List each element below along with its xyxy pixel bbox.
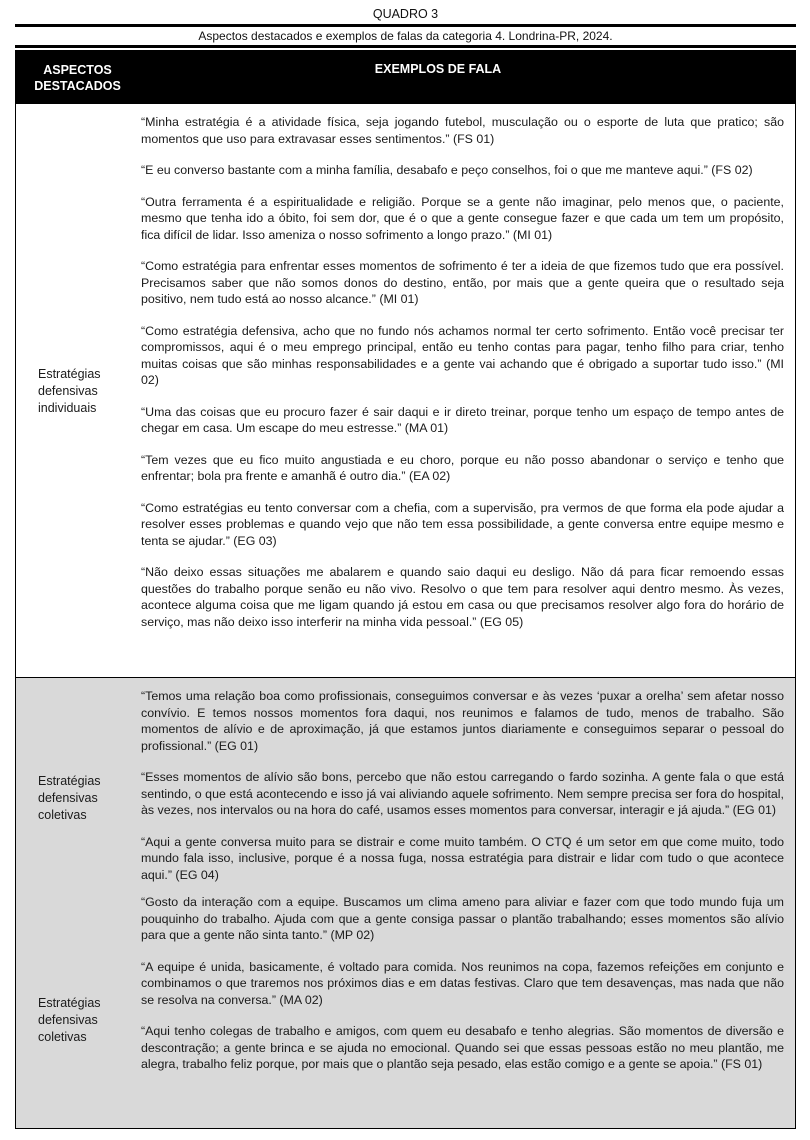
quote: “Esses momentos de alívio são bons, percebo que não estou carregando o fardo sozinha. A gente fala o que está sentindo, o que está acontecendo e isso já vai aliviando aquele sofrimento. Nem sempre precisa ser fora do hospital, às vezes, nos intervalos ou na hora do café, usamos esses momentos para conversar, interagir e já ajuda.” (EG 01) xyxy=(141,770,784,817)
quote: “Uma das coisas que eu procuro fazer é sair daqui e ir direto treinar, porque tenho um espaço de tempo antes de chegar em casa. Um escape do meu estresse.” (MA 01) xyxy=(141,404,784,435)
section-collective xyxy=(15,678,796,1129)
aspect-label: Estratégias defensivas individuais xyxy=(38,367,101,415)
aspect-label: Estratégias defensivas coletivas xyxy=(38,774,101,822)
quote: “Aqui a gente conversa muito para se distrair e come muito também. O CTQ é um setor em que come muito, todo mundo fala isso, inclusive, porque é a nossa fuga, nossa estratégia para distrair e lidar com tudo o que acontece aqui.” (EG 04) xyxy=(141,834,784,882)
table-label: QUADRO 3 xyxy=(372,7,439,21)
table-header xyxy=(15,50,796,104)
aspect-cell xyxy=(16,678,141,1128)
quotes-cell xyxy=(141,104,795,677)
aspect-cell xyxy=(16,104,141,677)
quote: “Não deixo essas situações me abalarem e quando saio daqui eu desligo. Não dá para ficar remoendo essas questões do trabalho porque senão eu não vivo. Resolvo o que tem para resolver aqui dentro mesmo. Às vezes, acontece alguma coisa que me ligam quando já estou em casa ou que precisamos resolver algo fora do horário de serviço, mas não deixo isso interferir na minha vida pessoal.” (EG 05) xyxy=(141,565,784,629)
quote: “Aqui tenho colegas de trabalho e amigos, com quem eu desabafo e tenho alegrias. São momentos de diversão e descontração; a gente brinca e se ajuda no emocional. Quando sei que essas pessoas estão no meu plantão, me alegra, trabalho feliz porque, por mais que o plantão seja pesado, elas estão comigo e a gente se apoia.” (FS 01) xyxy=(141,1024,784,1071)
section-individual xyxy=(15,104,796,678)
aspect-label: Estratégias defensivas coletivas xyxy=(38,996,101,1044)
quote: “Minha estratégia é a atividade física, seja jogando futebol, musculação ou o esporte de luta que pratico; são momentos que uso para extravasar esses sentimentos.” (FS 01) xyxy=(141,115,784,146)
quote: “Como estratégia para enfrentar esses momentos de sofrimento é ter a ideia de que fizemos tudo que era possível. Precisamos saber que não somos donos do destino, então, por mais que a gente queira que o resultado seja positivo, nem tudo está ao nosso alcance.” (MI 01) xyxy=(141,259,784,306)
quote: “E eu converso bastante com a minha família, desabafo e peço conselhos, foi o que me manteve aqui.” (FS 02) xyxy=(141,163,753,177)
quote: “Tem vezes que eu fico muito angustiada e eu choro, porque eu não posso abandonar o serviço e tenho que enfrentar; bola pra frente e amanhã é outro dia.” (EA 02) xyxy=(141,452,784,483)
header-aspects: ASPECTOS DESTACADOS xyxy=(34,63,121,93)
header-examples: EXEMPLOS DE FALA xyxy=(374,62,502,76)
table-caption: Aspectos destacados e exemplos de falas da categoria 4. Londrina-PR, 2024. xyxy=(198,29,613,43)
quote: “Como estratégia defensiva, acho que no fundo nós achamos normal ter certo sofrimento. Então você precisar ter compromissos, aqui é o meu emprego principal, então eu tenho contas para pagar, tenho filho para criar, tenho muitas coisas que são minhas responsabilidades e a gente vai achando que é obrigado a suportar tudo isso.” (MI 02) xyxy=(141,323,784,387)
quote: “Gosto da interação com a equipe. Buscamos um clima ameno para aliviar e fazer com que todo mundo fuja um pouquinho do trabalho. Ajuda com que a gente consiga passar o plantão trabalhando; esses momentos são alívio para que a gente não sinta tanto.” (MP 02) xyxy=(141,895,784,942)
quote: “Temos uma relação boa como profissionais, conseguimos conversar e às vezes ‘puxar a orelha’ sem afetar nosso convívio. E temos nossos momentos fora daqui, nos reunimos e falamos de tudo, menos de trabalho. São momentos de alívio e de aproximação, já que estamos juntos diariamente e conseguimos separar o pessoal do profissional.” (EG 01) xyxy=(141,689,784,753)
quotes-cell xyxy=(141,678,795,1128)
quote: “Como estratégias eu tento conversar com a chefia, com a supervisão, pra vermos de que forma ela pode ajudar a resolver esses problemas e quando vejo que não tem essa possibilidade, a gente conversa entre equipe mesmo e tenta se ajudar.” (EG 03) xyxy=(141,500,784,548)
quote: “Outra ferramenta é a espiritualidade e religião. Porque se a gente não imaginar, pelo menos que, o paciente, mesmo que tenha ido a óbito, foi sem dor, que é o que a gente consegue fazer e que cada um tem um propósito, fica difícil de lidar. Isso ameniza o nosso sofrimento a longo prazo.” (MI 01) xyxy=(141,194,784,242)
quote: “A equipe é unida, basicamente, é voltado para comida. Nos reunimos na copa, fazemos refeições em conjunto e combinamos o que traremos nos próximos dias e em datas festivas. Claro que tem desavenças, mas nada que não se resolva na conversa.” (MA 02) xyxy=(141,959,784,1007)
document xyxy=(15,0,796,1129)
